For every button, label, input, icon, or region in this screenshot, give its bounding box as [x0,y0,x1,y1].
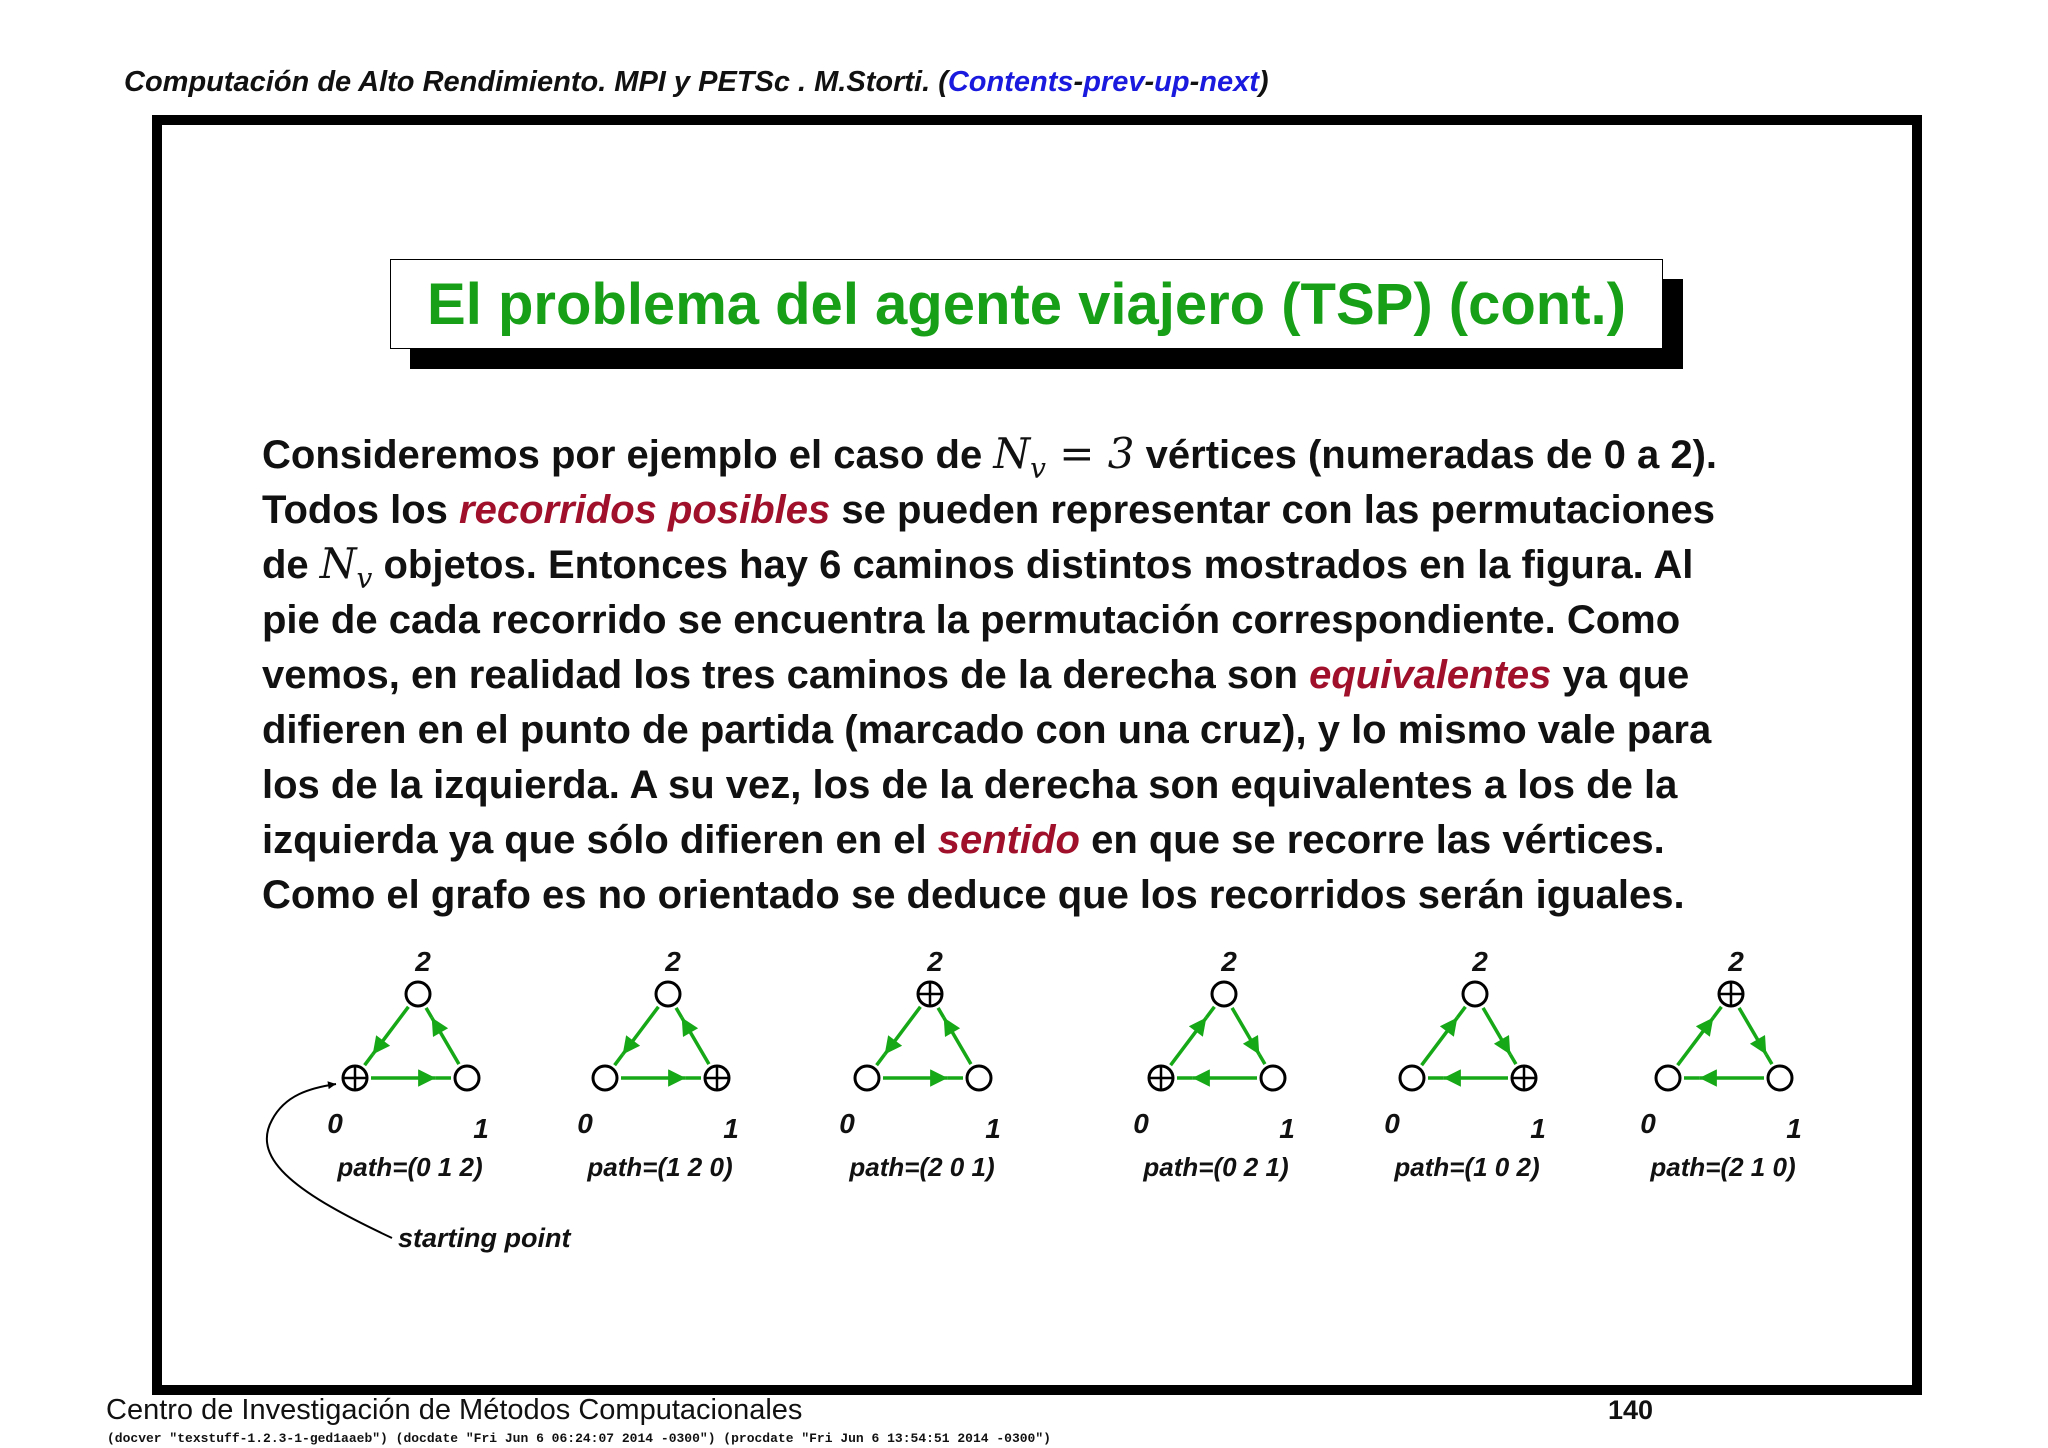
vertex-label: 1 [1530,1113,1546,1144]
vertex-label: 1 [723,1113,739,1144]
path-label: path=(2 0 1) [849,1152,995,1182]
vertex-label: 1 [1279,1113,1295,1144]
slide-body [262,428,1717,923]
path-label: path=(1 2 0) [587,1152,733,1182]
vertex-label: 2 [1472,946,1488,977]
link-next[interactable]: next [1199,66,1259,98]
vertex-label: 2 [415,946,431,977]
text-run: objetos. Entonces hay 6 caminos distintos mostrados en la figura. Al [372,543,1694,587]
page-number: 140 [1608,1395,1654,1425]
text-run: en que se recorre las vértices. [1079,818,1665,862]
path-label: path=(0 1 2) [337,1152,483,1182]
text-run: los de la izquierda. A su vez, los de la derecha son equivalentes a los de la [262,763,1678,807]
link-contents[interactable]: Contents [947,66,1074,98]
body-line [262,648,1717,703]
footer-institution: Centro de Investigación de Métodos Computacionales [106,1394,803,1426]
text-run: vemos, en realidad los tres caminos de la derecha son [262,653,1310,697]
starting-point-label: starting point [398,1223,571,1253]
vertex-label: 0 [839,1108,855,1139]
text-run: ya que [1551,653,1690,697]
emphasis: equivalentes [1309,653,1552,697]
header-text: Computación de Alto Rendimiento. MPI y PETSc . M.Storti. ( [124,66,948,98]
slide-title: El problema del agente viajero (TSP) (cont.) [427,271,1626,337]
body-line [262,483,1717,538]
running-header: Computación de Alto Rendimiento. MPI y PETSc . M.Storti. (Contents-prev-up-next) [124,66,1269,98]
vertex-label: 0 [1640,1108,1656,1139]
vertex-label: 2 [1728,946,1744,977]
text-run: izquierda ya que sólo difieren en el [262,818,938,862]
math-expression: $N_v = 3$ [993,429,1135,485]
path-label: path=(0 2 1) [1143,1152,1289,1182]
body-line [262,813,1717,868]
math-expression: $N_v$ [319,539,373,595]
vertex-label: 1 [1786,1113,1802,1144]
vertex-label: 1 [985,1113,1001,1144]
vertex-label: 0 [577,1108,593,1139]
emphasis: sentido [937,818,1080,862]
body-line [262,758,1717,813]
body-line [262,868,1717,923]
header-close: ) [1258,66,1269,98]
text-run: se pueden representar con las permutaciones [830,488,1716,532]
vertex-label: 2 [927,946,943,977]
body-line [262,538,1717,593]
body-line [262,593,1717,648]
vertex-label: 0 [1133,1108,1149,1139]
body-line [262,428,1717,483]
text-run: de [262,543,320,587]
vertex-label: 2 [1221,946,1237,977]
text-run: Como el grafo es no orientado se deduce que los recorridos serán iguales. [262,873,1685,917]
link-prev[interactable]: prev [1083,66,1145,98]
emphasis: recorridos posibles [459,488,831,532]
path-label: path=(2 1 0) [1650,1152,1796,1182]
body-line [262,703,1717,758]
vertex-label: 0 [1384,1108,1400,1139]
text-run: Todos los [262,488,460,532]
text-run: Consideremos por ejemplo el caso de [262,433,994,477]
vertex-label: 2 [665,946,681,977]
doc-version: (docver "texstuff-1.2.3-1-ged1aaeb") (docdate "Fri Jun 6 06:24:07 2014 -0300") (procdate "Fri Jun 6 13:54:51 2014 -0300") [107,1431,1051,1446]
path-label: path=(1 0 2) [1394,1152,1540,1182]
text-run: pie de cada recorrido se encuentra la permutación correspondiente. Como [262,598,1681,642]
link-up[interactable]: up [1154,66,1190,98]
text-run: vértices (numeradas de 0 a 2). [1134,433,1718,477]
vertex-label: 1 [473,1113,489,1144]
text-run: difieren en el punto de partida (marcado con una cruz), y lo mismo vale para [262,708,1712,752]
vertex-label: 0 [327,1108,343,1139]
title-box [390,259,1663,349]
